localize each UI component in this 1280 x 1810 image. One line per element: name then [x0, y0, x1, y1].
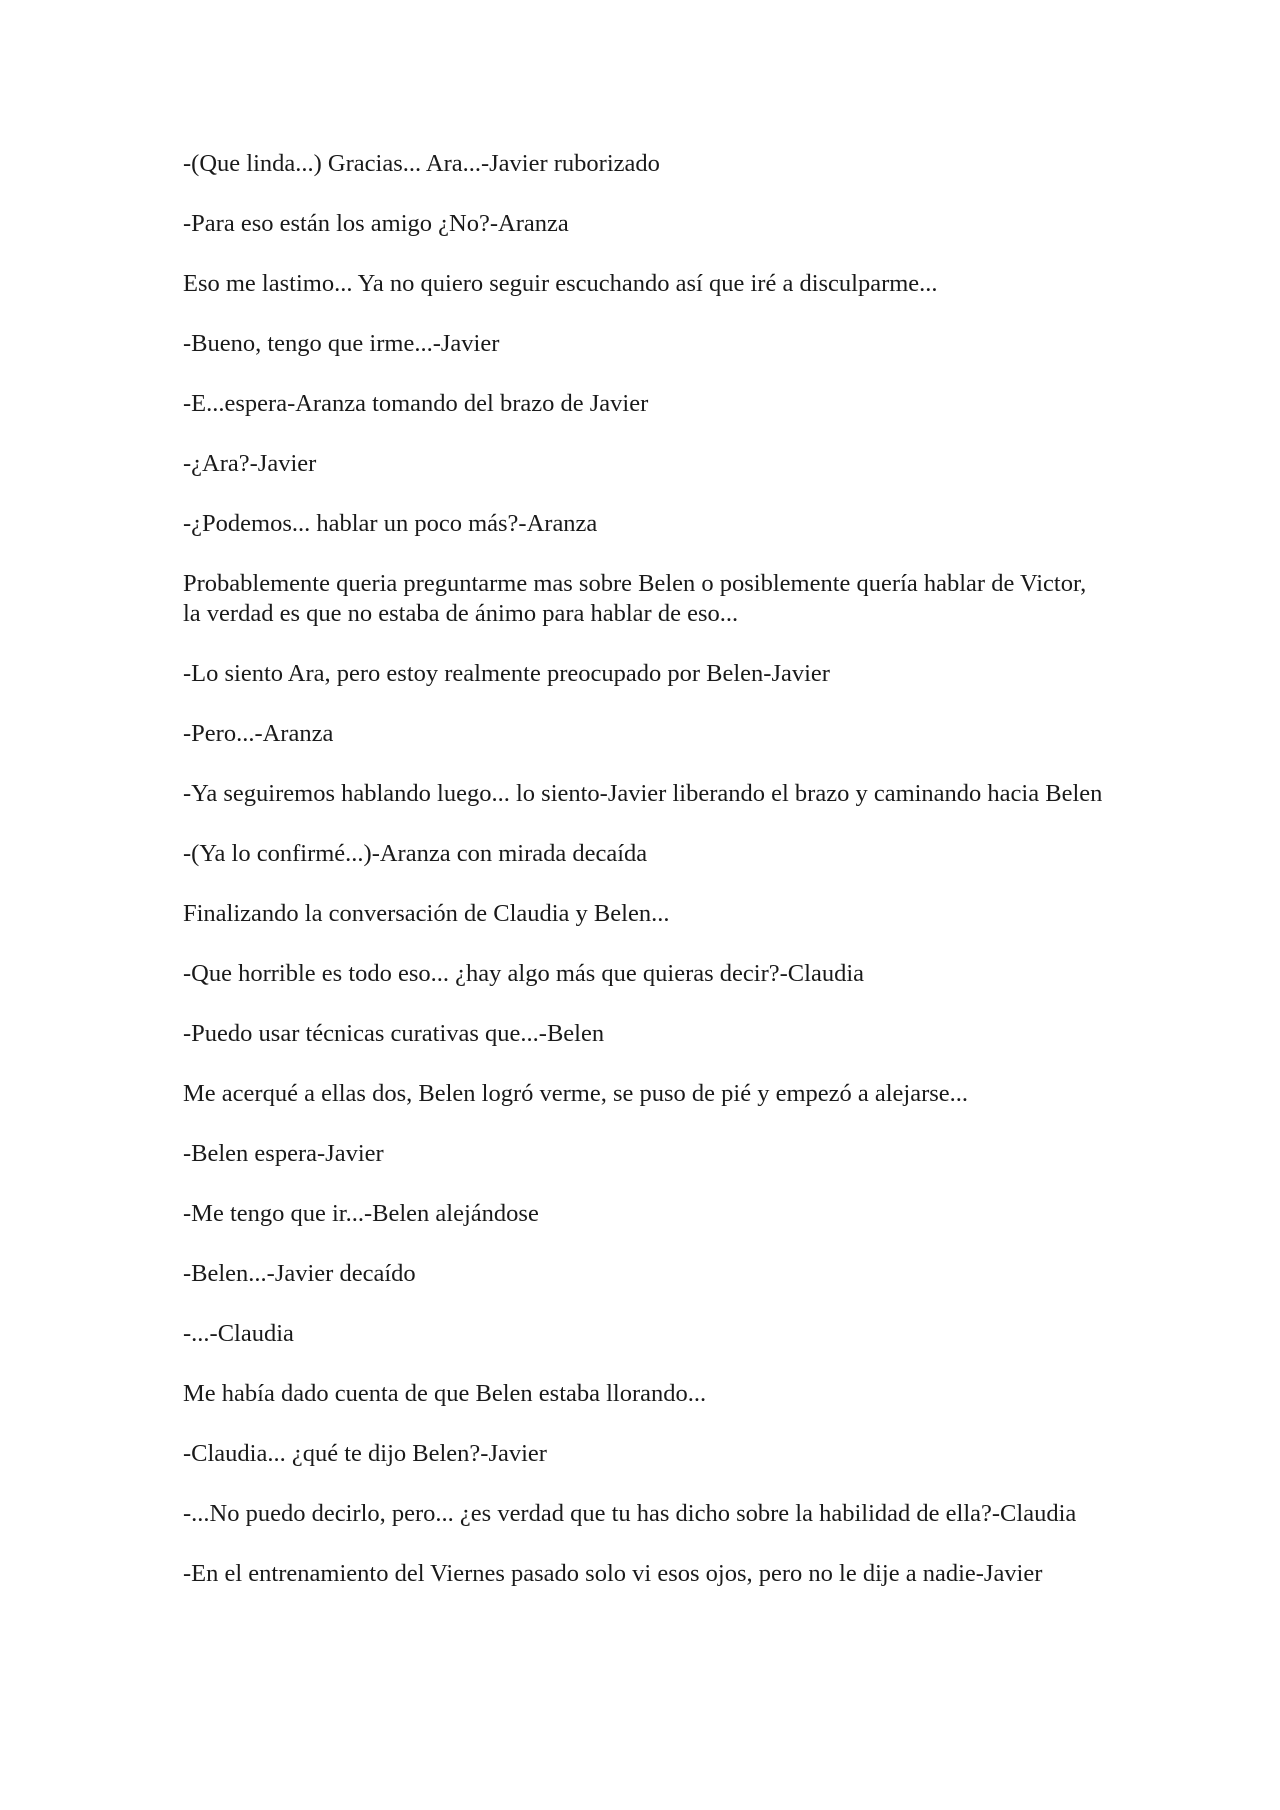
paragraph: -Me tengo que ir...-Belen alejándose [183, 1200, 539, 1227]
paragraph: Eso me lastimo... Ya no quiero seguir escuchando así que iré a disculparme... [183, 270, 938, 297]
paragraph: -E...espera-Aranza tomando del brazo de Javier [183, 390, 649, 417]
paragraph: Me acerqué a ellas dos, Belen logró verme, se puso de pié y empezó a alejarse... [183, 1080, 969, 1107]
paragraph: -Belen espera-Javier [183, 1140, 384, 1167]
paragraph: Probablemente queria preguntarme mas sobre Belen o posiblemente quería hablar de Victor, la verdad es que no estaba de ánimo para hablar de eso... [183, 570, 1087, 627]
paragraph: -Bueno, tengo que irme...-Javier [183, 330, 500, 357]
paragraph: Me había dado cuenta de que Belen estaba llorando... [183, 1380, 707, 1407]
paragraph: -Ya seguiremos hablando luego... lo siento-Javier liberando el brazo y caminando hacia Belen [183, 780, 1103, 807]
paragraph: -(Ya lo confirmé...)-Aranza con mirada decaída [183, 840, 648, 867]
paragraph: -Belen...-Javier decaído [183, 1260, 416, 1287]
paragraph: -¿Podemos... hablar un poco más?-Aranza [183, 510, 598, 537]
paragraph: -En el entrenamiento del Viernes pasado solo vi esos ojos, pero no le dije a nadie-Javier [183, 1560, 1043, 1587]
paragraph: -(Que linda...) Gracias... Ara...-Javier ruborizado [183, 150, 660, 177]
paragraph: -...No puedo decirlo, pero... ¿es verdad que tu has dicho sobre la habilidad de ella?-Claudia [183, 1500, 1077, 1527]
text-body [183, 149, 1103, 1619]
paragraph: -Claudia... ¿qué te dijo Belen?-Javier [183, 1440, 547, 1467]
paragraph: -Para eso están los amigo ¿No?-Aranza [183, 210, 569, 237]
paragraph: -...-Claudia [183, 1320, 294, 1347]
paragraph: -¿Ara?-Javier [183, 450, 317, 477]
paragraph: -Lo siento Ara, pero estoy realmente preocupado por Belen-Javier [183, 660, 830, 687]
paragraph: -Pero...-Aranza [183, 720, 334, 747]
paragraph: Finalizando la conversación de Claudia y Belen... [183, 900, 670, 927]
paragraph: -Puedo usar técnicas curativas que...-Belen [183, 1020, 605, 1047]
paragraph: -Que horrible es todo eso... ¿hay algo más que quieras decir?-Claudia [183, 960, 864, 987]
